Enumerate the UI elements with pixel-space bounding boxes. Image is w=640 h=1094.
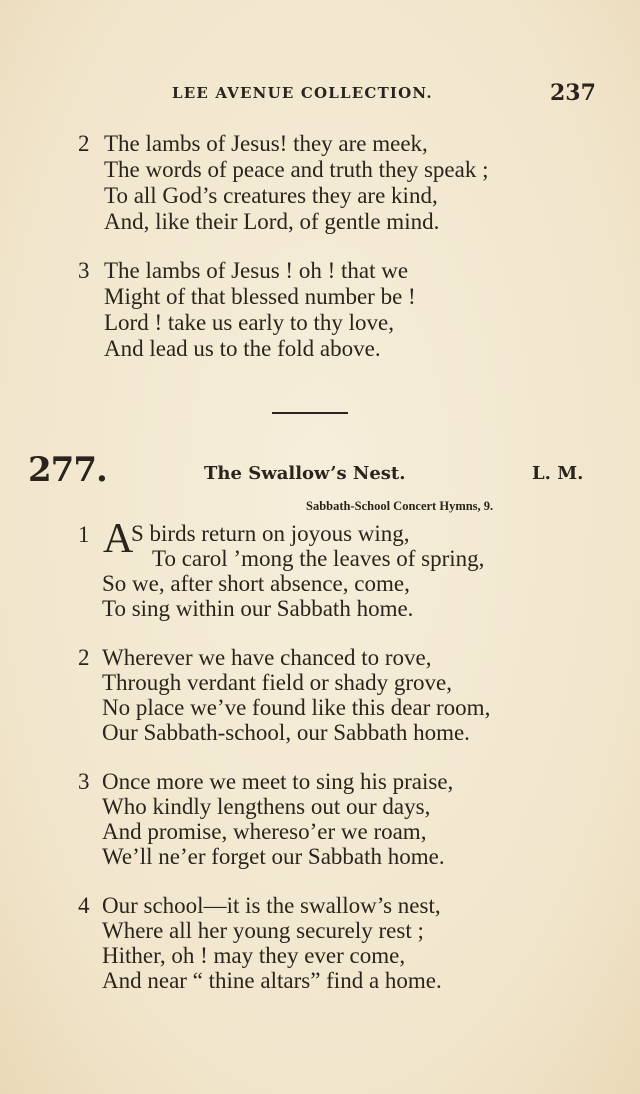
- verse-line: So we, after short absence, come,: [102, 571, 410, 596]
- verse-number: 2: [78, 645, 90, 670]
- verse-number: 3: [78, 258, 90, 283]
- verse-line: Our school—it is the swallow’s nest,: [102, 893, 441, 918]
- verse-line: Through verdant field or shady grove,: [102, 670, 453, 695]
- section-divider: [272, 412, 348, 414]
- page-number: 237: [550, 80, 596, 106]
- verse-line: Wherever we have chanced to rove,: [102, 645, 432, 670]
- verse-line: No place we’ve found like this dear room,: [102, 695, 491, 720]
- verse-line: The words of peace and truth they speak ;: [104, 157, 489, 182]
- hymn-number: 277.: [28, 450, 107, 490]
- verse-number: 4: [78, 893, 90, 918]
- drop-cap: A: [103, 516, 134, 562]
- verse-line: To all God’s creatures they are kind,: [104, 183, 438, 208]
- hymn-meter: L. M.: [532, 463, 584, 484]
- verse-line: Lord ! take us early to thy love,: [104, 310, 394, 335]
- verse-line: To carol ’mong the leaves of spring,: [152, 546, 485, 571]
- verse-line: Who kindly lengthens out our days,: [102, 794, 431, 819]
- verse-line: Our Sabbath-school, our Sabbath home.: [102, 720, 470, 745]
- verse-line: Might of that blessed number be !: [104, 284, 416, 309]
- verse-number: 2: [78, 131, 90, 156]
- verse-line: Where all her young securely rest ;: [102, 918, 424, 943]
- verse-line: And lead us to the fold above.: [104, 336, 381, 361]
- verse-line: To sing within our Sabbath home.: [102, 596, 414, 621]
- verse-line: And near “ thine altars” find a home.: [102, 968, 442, 993]
- verse-line: S birds return on joyous wing,: [131, 521, 410, 546]
- verse-number: 3: [78, 769, 90, 794]
- verse-line: Hither, oh ! may they ever come,: [102, 943, 406, 968]
- verse-line: We’ll ne’er forget our Sabbath home.: [102, 844, 445, 869]
- verse-line: Once more we meet to sing his praise,: [102, 769, 454, 794]
- running-title: LEE AVENUE COLLECTION.: [172, 84, 433, 102]
- verse-line: And, like their Lord, of gentle mind.: [104, 209, 440, 234]
- verse-line: And promise, whereso’er we roam,: [102, 819, 427, 844]
- verse-line: The lambs of Jesus ! oh ! that we: [104, 258, 409, 283]
- verse-number: 1: [78, 522, 90, 547]
- hymn-source: Sabbath-School Concert Hymns, 9.: [306, 499, 494, 513]
- verse-line: The lambs of Jesus! they are meek,: [104, 131, 428, 156]
- hymn-title: The Swallow’s Nest.: [204, 463, 406, 484]
